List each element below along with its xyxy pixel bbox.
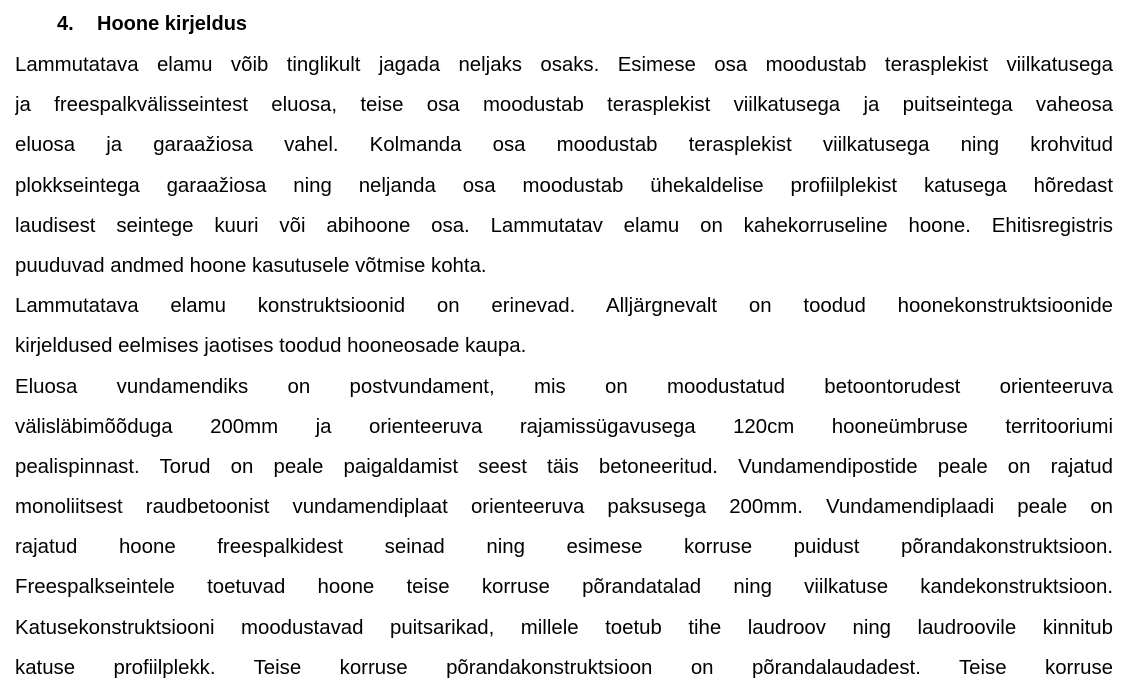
section-title: Hoone kirjeldus xyxy=(97,13,248,35)
text-line: pealispinnast. Torud on peale paigaldamist seest täis betoneeritud. Vundamendipostide peale on rajatud xyxy=(15,455,1113,478)
text-line: plokkseintega garaažiosa ning neljanda osa moodustab ühekaldelise profiilplekist katusega hõredast xyxy=(15,174,1113,197)
text-line: kirjeldused eelmises jaotises toodud hooneosade kaupa. xyxy=(15,335,527,358)
text-line: Lammutatava elamu võib tinglikult jagada neljaks osaks. Esimese osa moodustab terasplekist viilkatusega xyxy=(15,54,1113,76)
text-line: Katusekonstruktsiooni moodustavad puitsarikad, millele toetub tihe laudroov ning laudroovile kinnitub xyxy=(15,616,1113,639)
text-line: katuse profiilplekk. Teise korruse põrandakonstruktsioon on põrandalaudadest. Teise korruse xyxy=(15,656,1113,679)
text-line: välisläbimõõduga 200mm ja orienteeruva rajamissügavusega 120cm hooneümbruse territooriumi xyxy=(15,415,1113,438)
section-number: 4. xyxy=(57,13,74,35)
text-line: ja freespalkvälisseintest eluosa, teise osa moodustab terasplekist viilkatusega ja puitseintega vaheosa xyxy=(15,94,1113,117)
text-line: puuduvad andmed hoone kasutusele võtmise kohta. xyxy=(15,254,487,277)
text-line: monoliitsest raudbetoonist vundamendiplaat orienteeruva paksusega 200mm. Vundamendiplaadi peale on xyxy=(15,496,1113,519)
text-line: eluosa ja garaažiosa vahel. Kolmanda osa moodustab terasplekist viilkatusega ning krohvitud xyxy=(15,134,1113,157)
text-line: laudisest seintege kuuri või abihoone osa. Lammutatav elamu on kahekorruseline hoone. Ehitisregistris xyxy=(15,214,1113,237)
text-line: Freespalkseintele toetuvad hoone teise korruse põrandatalad ning viilkatuse kandekonstruktsioon. xyxy=(15,576,1113,599)
text-line: Lammutatava elamu konstruktsioonid on erinevad. Alljärgnevalt on toodud hoonekonstruktsioonide xyxy=(15,295,1113,318)
section-heading xyxy=(57,10,247,38)
text-line: rajatud hoone freespalkidest seinad ning esimese korruse puidust põrandakonstruktsioon. xyxy=(15,536,1113,559)
text-line: Eluosa vundamendiks on postvundament, mis on moodustatud betoontorudest orienteeruva xyxy=(15,375,1113,398)
body-text xyxy=(15,45,1113,688)
